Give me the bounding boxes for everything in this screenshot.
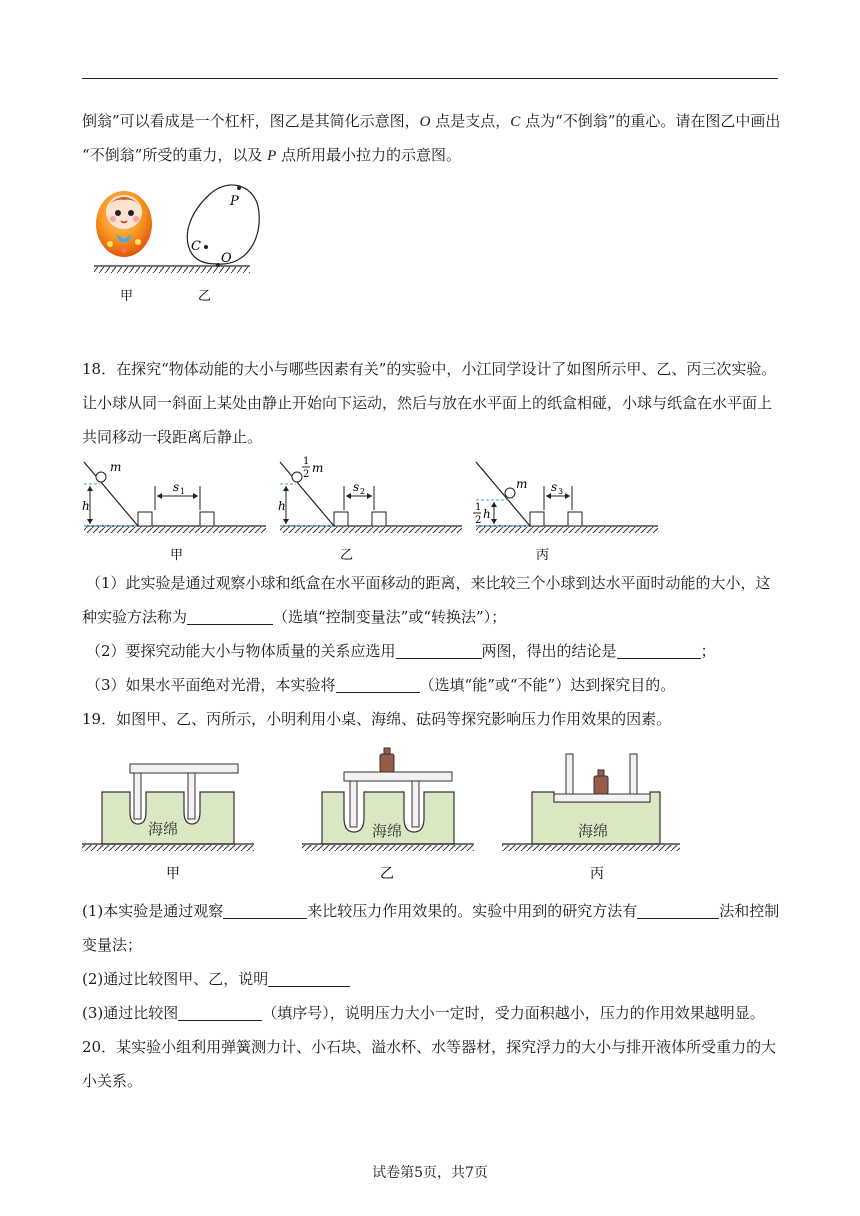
answer-blank-q19-1b[interactable] [637,902,719,919]
q18-part2: （2）要探究动能大小与物体质量的关系应选用 两图，得出的结论是 ； [86,642,716,660]
svg-text:s: s [551,480,558,494]
q18-kinetic-energy-figure [80,456,680,568]
svg-text:乙: 乙 [340,548,354,563]
tumbler-doll-image [96,191,152,257]
tumbler-diagram [187,185,259,267]
svg-text:海绵: 海绵 [578,822,609,840]
q18-stem-line-1: 18．在探究“物体动能的大小与哪些因素有关”的实验中，小江同学设计了如图所示甲、乙、丙三次实验。 [82,360,777,378]
svg-text:甲: 甲 [170,548,184,563]
svg-text:2: 2 [303,469,310,480]
sponge-label: 海绵 [148,820,179,838]
q19-part2: (2)通过比较图甲、乙，说明 [82,969,778,989]
svg-text:m: m [110,460,122,474]
q19-part1-line-1: (1)本实验是通过观察 来比较压力作用效果的。实验中用到的研究方法有 法和控制 [82,902,780,920]
fig-label-yi: 乙 [198,289,212,304]
page-footer: 试卷第5页，共7页 [372,1165,488,1181]
q17-text-line-2: “不倒翁”所受的重力，以及 P 点所用最小拉力的示意图。 [82,146,462,164]
svg-text:s: s [173,480,180,494]
q19-part1-line-2: 变量法； [82,936,143,954]
q19-setup-jia [82,764,254,882]
q17-text-line-1: 倒翁”可以看成是一个杠杆，图乙是其简化示意图，O 点是支点，C 点为“不倒翁”的重心。请在图乙中画出 [82,112,781,130]
point-c-label: C [191,239,201,254]
q20-stem-line-1: 20．某实验小组利用弹簧测力计、小石块、溢水杯、水等器材，探究浮力的大小与排开液体所受重力的大 [82,1038,777,1056]
q18-setup-yi [278,456,462,563]
q19-pressure-figure [80,742,686,884]
svg-text:s: s [353,480,360,494]
fig-label-jia: 甲 [120,289,134,304]
point-o-label: O [221,251,232,266]
svg-text:1: 1 [180,487,186,496]
svg-text:丙: 丙 [590,866,604,882]
tumbler-figure [88,176,278,306]
point-p-dot [237,186,241,190]
svg-text:h: h [278,499,286,513]
q18-part1-line-1: （1）此实验是通过观察小球和纸盒在水平面移动的距离，来比较三个小球到达水平面时动能的大小，这 [86,574,771,592]
q19-setup-bing [502,754,680,882]
svg-text:2: 2 [475,515,482,526]
answer-blank-q19-2[interactable] [268,970,350,987]
svg-text:海绵: 海绵 [372,822,403,840]
header-rule [82,78,778,79]
q18-stem-line-2: 让小球从同一斜面上某处由静止开始向下运动，然后与放在水平面上的纸盒相碰，小球与纸盒在水平面上 [82,394,773,412]
svg-text:m: m [516,477,528,491]
svg-text:2: 2 [360,487,366,496]
svg-text:丙: 丙 [536,548,550,563]
svg-text:3: 3 [558,487,564,496]
answer-blank-q19-1a[interactable] [223,902,307,919]
svg-text:1: 1 [303,456,310,467]
q18-setup-jia [82,460,266,563]
answer-blank-q18-3[interactable] [336,676,420,693]
answer-blank-q19-3[interactable] [178,1004,262,1021]
svg-text:1: 1 [475,502,482,513]
point-c-dot [204,245,208,249]
q18-part3: （3）如果水平面绝对光滑，本实验将 （选填“能”或“不能”）达到探究目的。 [86,676,676,694]
svg-text:h: h [483,507,491,521]
q19-part3: (3)通过比较图 （填序号），说明压力大小一定时，受力面积越小，压力的作用效果越明显。 [82,1004,765,1022]
svg-text:乙: 乙 [380,866,394,882]
svg-text:甲: 甲 [166,866,180,882]
q20-stem-line-2: 小关系。 [82,1072,143,1090]
svg-text:m: m [312,461,324,475]
q18-setup-bing [473,462,658,563]
answer-blank-q18-1[interactable] [187,608,273,625]
q18-stem-line-3: 共同移动一段距离后静止。 [82,428,263,446]
point-p-label: P [230,194,239,209]
q19-stem: 19．如图甲、乙、丙所示，小明利用小桌、海绵、砝码等探究影响压力作用效果的因素。 [82,710,672,728]
q18-part1-line-2: 种实验方法称为 （选填“控制变量法”或“转换法”）； [82,608,507,626]
q19-setup-yi [302,748,474,882]
svg-text:h: h [82,499,90,513]
answer-blank-q18-2b[interactable] [617,642,701,659]
answer-blank-q18-2a[interactable] [396,642,482,659]
